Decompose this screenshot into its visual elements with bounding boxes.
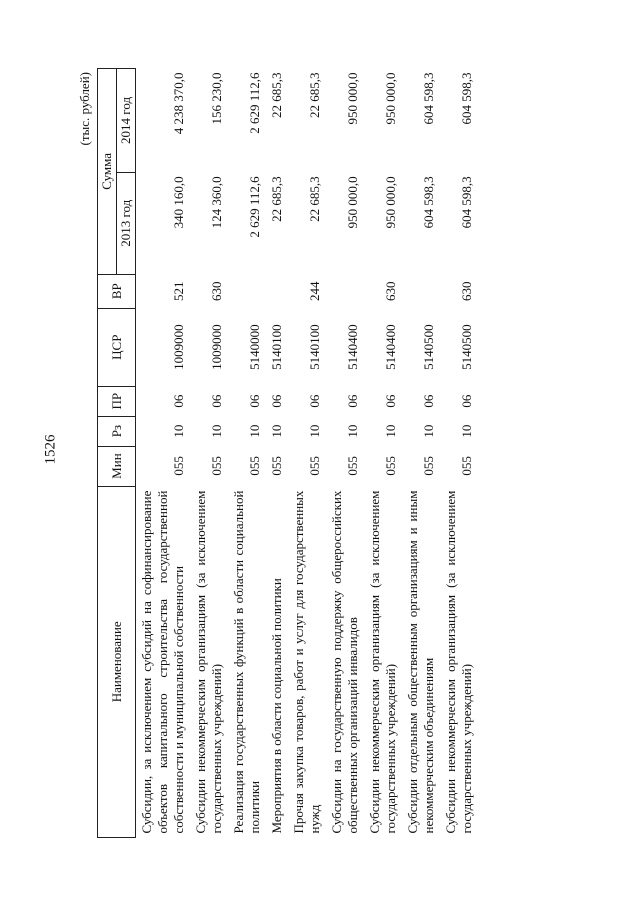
row-name: Субсидии некоммерческим организациям (за исключением государственных учреждений) bbox=[440, 486, 478, 837]
row-min: 055 bbox=[307, 456, 322, 476]
row-min: 055 bbox=[459, 456, 474, 476]
row-rz: 10 bbox=[247, 424, 262, 438]
table-row bbox=[266, 69, 288, 838]
row-vr: 244 bbox=[307, 281, 322, 301]
row-sum-2013: 604 598,3 bbox=[421, 176, 436, 229]
col-header-sum: Сумма bbox=[98, 69, 117, 275]
table-row bbox=[228, 69, 266, 838]
rotated-page-content bbox=[75, 68, 515, 838]
col-header-pr: ПР bbox=[98, 386, 136, 416]
table-row bbox=[136, 69, 191, 838]
row-name: Субсидии некоммерческим организациям (за исключением государственных учреждений) bbox=[364, 486, 402, 837]
row-csr: 5140100 bbox=[269, 324, 284, 370]
row-min: 055 bbox=[421, 456, 436, 476]
row-pr: 06 bbox=[247, 394, 262, 408]
row-min: 055 bbox=[269, 456, 284, 476]
row-csr: 5140100 bbox=[307, 324, 322, 370]
row-rz: 10 bbox=[269, 424, 284, 438]
row-min: 055 bbox=[136, 446, 191, 486]
row-sum-2014: 950 000,0 bbox=[383, 72, 398, 125]
row-sum-2013: 950 000,0 bbox=[345, 176, 360, 229]
row-vr: 630 bbox=[209, 281, 224, 301]
row-min: 055 bbox=[209, 456, 224, 476]
row-csr: 5140000 bbox=[247, 324, 262, 370]
units-label: (тыс. рублей) bbox=[77, 72, 92, 146]
row-sum-2014: 604 598,3 bbox=[421, 72, 436, 125]
row-rz: 10 bbox=[307, 424, 322, 438]
row-csr: 1009000 bbox=[209, 324, 224, 370]
row-pr: 06 bbox=[307, 394, 322, 408]
row-sum-2014: 604 598,3 bbox=[459, 72, 474, 125]
col-header-rz: Рз bbox=[98, 416, 136, 446]
row-pr: 06 bbox=[459, 394, 474, 408]
table-body bbox=[136, 69, 479, 838]
row-vr: 630 bbox=[459, 281, 474, 301]
row-name: Прочая закупка товаров, работ и услуг для государственных нужд bbox=[288, 486, 326, 837]
row-sum-2014: 22 685,3 bbox=[307, 72, 322, 118]
row-sum-2013: 950 000,0 bbox=[383, 176, 398, 229]
row-sum-2013: 604 598,3 bbox=[459, 176, 474, 229]
row-vr bbox=[326, 274, 364, 308]
row-vr bbox=[228, 274, 266, 308]
table-row bbox=[326, 69, 364, 838]
row-min: 055 bbox=[247, 456, 262, 476]
col-header-csr: ЦСР bbox=[98, 308, 136, 386]
row-csr: 5140500 bbox=[459, 324, 474, 370]
table-row bbox=[364, 69, 402, 838]
col-header-min: Мин bbox=[98, 446, 136, 486]
table-header bbox=[98, 69, 136, 838]
row-name: Субсидии отдельным общественным организациям и иным некоммерческим объединениям bbox=[402, 486, 440, 837]
row-sum-2014: 4 238 370,0 bbox=[136, 69, 191, 173]
row-rz: 10 bbox=[383, 424, 398, 438]
row-vr: 521 bbox=[136, 274, 191, 308]
budget-table bbox=[97, 68, 478, 838]
row-vr bbox=[266, 274, 288, 308]
row-rz: 10 bbox=[459, 424, 474, 438]
row-vr bbox=[402, 274, 440, 308]
row-sum-2013: 340 160,0 bbox=[136, 172, 191, 274]
table-row bbox=[288, 69, 326, 838]
row-pr: 06 bbox=[383, 394, 398, 408]
row-csr: 1009000 bbox=[136, 308, 191, 386]
row-rz: 10 bbox=[209, 424, 224, 438]
col-header-vr: ВР bbox=[98, 274, 136, 308]
col-header-2014: 2014 год bbox=[117, 69, 136, 173]
row-csr: 5140500 bbox=[421, 324, 436, 370]
row-sum-2014: 2 629 112,6 bbox=[247, 72, 262, 134]
row-sum-2013: 22 685,3 bbox=[269, 176, 284, 222]
row-pr: 06 bbox=[345, 394, 360, 408]
row-sum-2014: 156 230,0 bbox=[209, 72, 224, 125]
row-sum-2014: 950 000,0 bbox=[345, 72, 360, 125]
row-name: Реализация государственных функций в области социальной политики bbox=[228, 486, 266, 837]
row-pr: 06 bbox=[269, 394, 284, 408]
row-min: 055 bbox=[345, 456, 360, 476]
page-number: 1526 bbox=[42, 434, 59, 465]
row-pr: 06 bbox=[421, 394, 436, 408]
table-row bbox=[190, 69, 228, 838]
row-name: Субсидии некоммерческим организациям (за исключением государственных учреждений) bbox=[190, 486, 228, 837]
row-name: Субсидии на государственную поддержку общероссийских общественных организаций инвалидов bbox=[326, 486, 364, 837]
row-sum-2013: 2 629 112,6 bbox=[247, 176, 262, 238]
row-name: Субсидии, за исключением субсидий на софинансирование объектов капитального строительства государственной собственности и муниципальной собственности bbox=[136, 486, 191, 837]
table-row bbox=[402, 69, 440, 838]
row-pr: 06 bbox=[136, 386, 191, 416]
row-name: Мероприятия в области социальной политики bbox=[266, 486, 288, 837]
row-pr: 06 bbox=[209, 394, 224, 408]
row-csr: 5140400 bbox=[345, 324, 360, 370]
row-csr: 5140400 bbox=[383, 324, 398, 370]
row-rz: 10 bbox=[136, 416, 191, 446]
col-header-2013: 2013 год bbox=[117, 172, 136, 274]
row-sum-2013: 22 685,3 bbox=[307, 176, 322, 222]
row-min: 055 bbox=[383, 456, 398, 476]
table-row bbox=[440, 69, 478, 838]
row-sum-2013: 124 360,0 bbox=[209, 176, 224, 229]
row-sum-2014: 22 685,3 bbox=[269, 72, 284, 118]
row-vr: 630 bbox=[383, 281, 398, 301]
col-header-name: Наименование bbox=[98, 486, 136, 837]
row-rz: 10 bbox=[345, 424, 360, 438]
row-rz: 10 bbox=[421, 424, 436, 438]
